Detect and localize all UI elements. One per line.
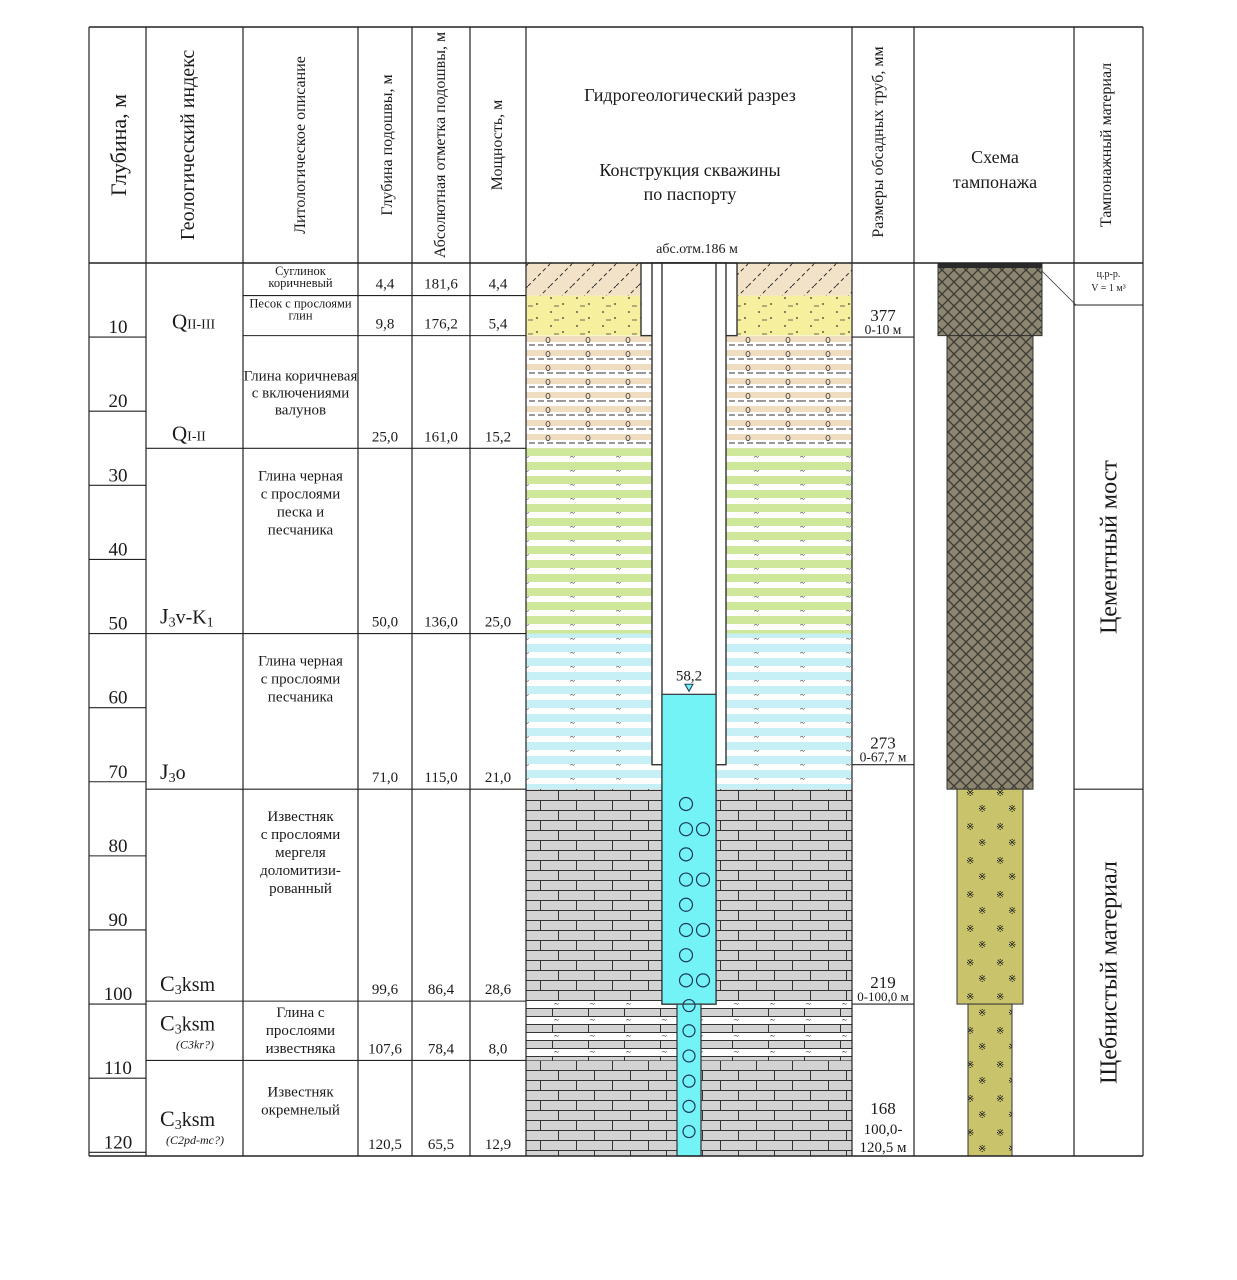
cement-top-wide (938, 263, 1042, 336)
plug-note-1: ц.р-р. (1096, 269, 1121, 280)
lith-line-3-3: валунов (274, 402, 327, 419)
header-plug-material: Тампонажный материал (1098, 62, 1115, 228)
depth-label-50: 50 (108, 613, 128, 635)
depth-label-100: 100 (103, 984, 133, 1006)
casing-size-377: 377 (870, 306, 896, 326)
geo-index-sub: 3 (168, 615, 176, 631)
depth-label-10: 10 (108, 317, 128, 339)
base-depth-5: 71,0 (371, 770, 399, 787)
lith-line-8-2: окремнелый (261, 1102, 340, 1119)
q-main: Q (172, 421, 188, 446)
geo-index-4 (160, 604, 214, 631)
depth-label-40: 40 (108, 539, 128, 561)
abs-mark-8: 65,5 (427, 1137, 455, 1153)
plug-cement-label: Цементный мост (1096, 460, 1123, 635)
depth-label-20: 20 (108, 391, 128, 413)
geo-index-main: C (160, 971, 175, 997)
lith-line-4-4: песчаника (267, 522, 334, 539)
lith-line-6-3: мергеля (275, 844, 326, 861)
lith-line-5-3: песчаника (267, 689, 334, 706)
base-depth-2: 9,8 (375, 316, 395, 333)
cement-cap (938, 263, 1042, 268)
base-depth-7: 107,6 (368, 1041, 402, 1058)
geo-index-sub2: 1 (206, 615, 214, 631)
plug-gravel-label: Щебнистый материал (1096, 861, 1123, 1084)
geo-index-sub: 3 (174, 1022, 182, 1038)
geo-index-sub: 3 (168, 771, 176, 787)
base-depth-6: 99,6 (371, 982, 399, 999)
casing-range-377: 0-10 м (864, 322, 902, 338)
geo-index-5 (160, 759, 186, 786)
geo-index-7 (160, 1010, 215, 1037)
abs-mark-4: 136,0 (424, 614, 458, 631)
water-level-label: 58,2 (675, 668, 703, 685)
header-construction-2: по паспорту (643, 184, 737, 204)
casing-range-219: 0-100,0 м (857, 989, 909, 1005)
depth-label-30: 30 (108, 465, 128, 487)
lith-line-6-4: доломитизи- (260, 862, 341, 879)
plugging-scheme (938, 263, 1076, 1156)
lith-line-1-1: Суглинок (275, 264, 326, 278)
geo-index-rest: ksm (181, 974, 216, 997)
header-base-depth: Глубина подошвы, м (379, 74, 396, 216)
header-casing-sizes: Размеры обсадных труб, мм (870, 46, 887, 238)
lith-line-6-2: с прослоями (260, 826, 341, 843)
lith-line-1-2: коричневый (268, 276, 333, 290)
plug-note-leader (1042, 271, 1076, 305)
casing-range-273: 0-67,7 м (859, 749, 907, 765)
depth-label-120: 120 (103, 1132, 133, 1154)
thickness-4: 25,0 (484, 614, 512, 631)
q-main: Q (172, 309, 188, 334)
depth-label-60: 60 (108, 687, 128, 709)
thickness-6: 28,6 (484, 982, 512, 999)
gravel-upper (957, 789, 1023, 1004)
header-construction-1: Конструкция скважины (599, 160, 781, 180)
base-depth-4: 50,0 (371, 614, 399, 631)
geo-index-rest: o (175, 762, 186, 785)
thickness-7: 8,0 (488, 1041, 508, 1058)
lith-line-4-1: Глина черная (258, 468, 343, 485)
casing-168 (677, 1004, 701, 1156)
thickness-1: 4,4 (488, 276, 508, 293)
header-plug-scheme-2: тампонажа (952, 172, 1038, 192)
gravel-lower (968, 1004, 1012, 1156)
abs-mark-1: 181,6 (424, 276, 458, 293)
quaternary-index-2 (172, 421, 206, 445)
casing-range-168-1: 100,0- (863, 1122, 903, 1138)
lith-line-5-1: Глина черная (258, 653, 343, 670)
depth-label-70: 70 (108, 761, 128, 783)
geo-index-rest: v-K (175, 606, 207, 629)
header-section-title: Гидрогеологический разрез (584, 85, 796, 105)
depth-label-110: 110 (104, 1058, 132, 1080)
base-depth-3: 25,0 (371, 429, 399, 446)
casing-range-168-2: 120,5 м (859, 1140, 907, 1156)
lith-line-3-2: с включениями (251, 385, 350, 402)
base-depth-8: 120,5 (368, 1137, 402, 1153)
thickness-2: 5,4 (488, 316, 508, 333)
lith-line-5-2: с прослоями (260, 671, 341, 688)
abs-mark-6: 86,4 (427, 982, 455, 999)
thickness-5: 21,0 (484, 770, 512, 787)
header-thickness: Мощность, м (489, 99, 506, 191)
header (106, 32, 1115, 258)
abs-mark-2: 176,2 (424, 316, 458, 333)
depth-label-90: 90 (108, 909, 128, 931)
q-sub: I-II (187, 429, 206, 445)
geo-index-main: J (160, 603, 169, 629)
casing-size-219: 219 (870, 973, 896, 993)
thickness-8: 12,9 (484, 1137, 512, 1153)
lith-line-4-2: с прослоями (260, 486, 341, 503)
geo-index-sub: 3 (174, 1118, 182, 1133)
lith-line-7-2: прослоями (265, 1023, 336, 1040)
geo-index-8 (160, 1106, 215, 1133)
cement-bridge-body (947, 336, 1033, 790)
lith-line-7-1: Глина с (276, 1005, 325, 1022)
thickness-3: 15,2 (484, 429, 512, 446)
abs-mark-5: 115,0 (424, 770, 458, 787)
geo-index-note-8: (C2pd-mc?) (166, 1133, 224, 1147)
header-plug-scheme-1: Схема (971, 147, 1019, 167)
lith-line-7-3: известняка (265, 1041, 336, 1058)
lith-line-8-1: Известняк (267, 1084, 334, 1101)
header-abs-mark: Абсолютная отметка подошвы, м (432, 31, 449, 259)
geo-index-note-7: (C3kr?) (176, 1037, 214, 1052)
geo-index-rest: ksm (181, 1109, 216, 1131)
geo-index-6 (160, 971, 215, 998)
geo-index-main: C (160, 1010, 175, 1036)
header-lith: Литологическое описание (292, 56, 309, 234)
ground-elevation: абс.отм.186 м (656, 242, 738, 257)
geo-index-main: C (160, 1106, 175, 1131)
header-index-text: Геологический индекс (177, 49, 199, 241)
quaternary-index-1 (172, 310, 215, 334)
lith-line-2-2: глин (288, 308, 313, 323)
header-index (177, 50, 199, 241)
casing-size-273: 273 (870, 733, 896, 753)
q-sub: II-III (187, 317, 216, 333)
lith-line-4-3: песка и (276, 504, 325, 521)
geo-index-main: J (160, 759, 169, 785)
plug-note-2: V = 1 м³ (1091, 283, 1126, 294)
header-depth: Глубина, м (106, 93, 131, 197)
lith-line-2-1: Песок с прослоями (249, 296, 352, 311)
geo-index-sub: 3 (174, 983, 182, 999)
geo-index-rest: ksm (181, 1013, 216, 1036)
lith-line-6-5: рованный (269, 880, 332, 897)
lith-line-3-1: Глина коричневая (243, 368, 358, 385)
casing-size-168: 168 (870, 1099, 896, 1118)
abs-mark-7: 78,4 (427, 1041, 455, 1058)
lith-line-6-1: Известняк (267, 808, 334, 825)
abs-mark-3: 161,0 (424, 429, 458, 446)
base-depth-1: 4,4 (375, 276, 395, 293)
depth-label-80: 80 (108, 835, 128, 857)
